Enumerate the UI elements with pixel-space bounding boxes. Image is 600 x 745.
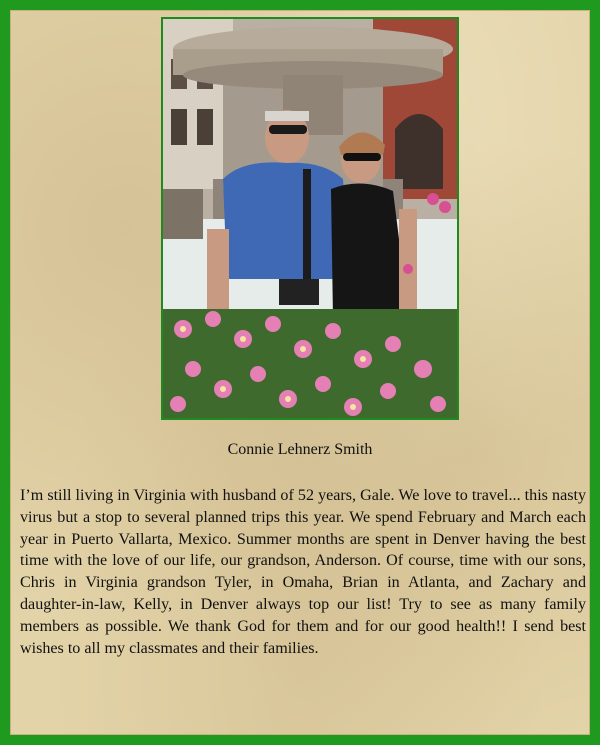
bio-paragraph: I’m still living in Virginia with husband of 52 years, Gale. We love to travel... this nasty virus but a stop to several planned trips this year. We spend February and March each year in Puerto Vallarta, Mexico. Summer months are spent in Denver having the best time with the love of our life, our grandson, Anderson. Of course, time with our sons, Chris in Virginia grandson Tyler, in Omaha, Brian in Atlanta, and Zachary and daughter-in-law, Kelly, in Denver always top our list! Try to see as many family members as possible. We thank God for them and for our good health!! I send best wishes to all my classmates and their families. <box>20 487 586 657</box>
couple-photo <box>161 17 459 420</box>
photo-caption: Connie Lehnerz Smith <box>227 441 373 458</box>
parchment-page <box>10 10 590 735</box>
